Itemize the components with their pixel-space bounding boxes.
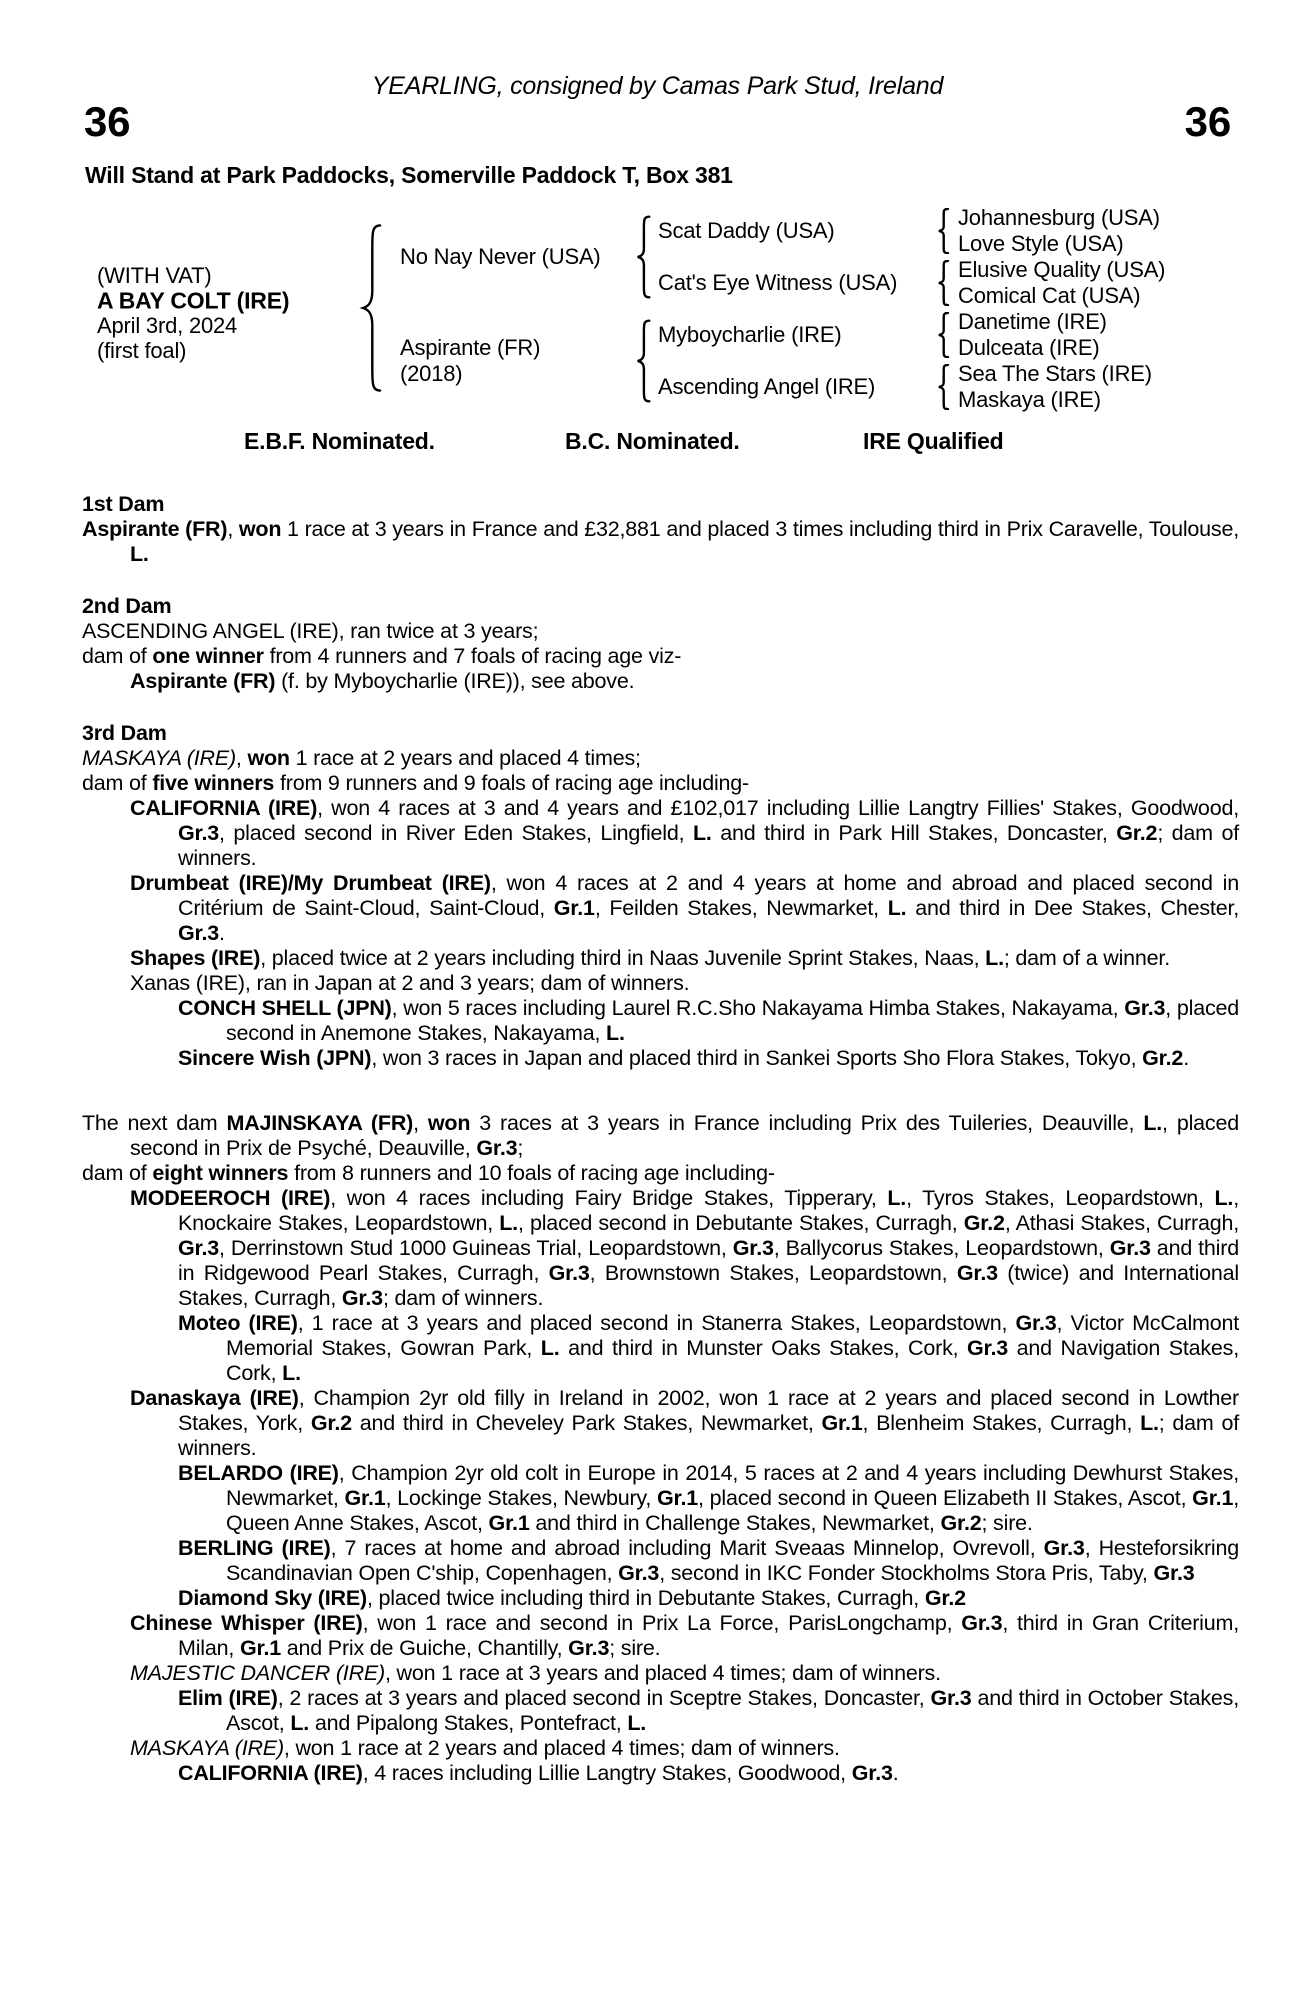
pedigree-paragraph [82, 1461, 1239, 1536]
text-run: ; sire. [981, 1511, 1033, 1535]
text-run: (f. by Myboycharlie (IRE)), see above. [275, 669, 635, 693]
text-run: Gr.3 [851, 1761, 893, 1785]
text-run: and third in Park Hill Stakes, Doncaster, [711, 821, 1117, 845]
pedigree-paragraph [82, 1761, 1239, 1786]
text-run: Aspirante (FR) [82, 517, 228, 541]
text-run: Gr.2 [940, 1511, 982, 1535]
text-run: Gr.3 [1043, 1536, 1085, 1560]
text-run: BERLING (IRE) [178, 1536, 331, 1560]
text-run: , Athasi Stakes, Curragh, [1004, 1211, 1240, 1235]
dam-sections [82, 492, 1239, 1786]
text-run: , Blenheim Stakes, Curragh, [862, 1411, 1141, 1435]
text-run: ; sire. [609, 1636, 661, 1660]
text-run: Gr.3 [1124, 996, 1166, 1020]
text-run: L. [1143, 1111, 1163, 1135]
text-run: , Derrinstown Stud 1000 Guineas Trial, Leopardstown, [219, 1236, 733, 1260]
text-run: Gr.3 [341, 1286, 383, 1310]
ggp-name: Maskaya (IRE) [958, 387, 1101, 412]
family-section [82, 1111, 1239, 1786]
text-run: Moteo (IRE) [178, 1311, 298, 1335]
text-run: L. [627, 1711, 647, 1735]
pedigree-table [0, 0, 1315, 470]
pedigree-paragraph [82, 517, 1239, 567]
text-run: and third in Challenge Stakes, Newmarket, [529, 1511, 941, 1535]
pedigree-paragraph [82, 796, 1239, 871]
text-run: from 9 runners and 9 foals of racing age including- [274, 771, 750, 795]
sire-brace-icon [634, 215, 652, 299]
text-run: five winners [152, 771, 275, 795]
pedigree-paragraph [82, 1611, 1239, 1661]
text-run: L. [985, 946, 1004, 970]
text-run: and Navigation Stakes, Cork, [226, 1336, 1239, 1385]
text-run: Drumbeat (IRE)/My Drumbeat (IRE) [130, 871, 491, 895]
text-run: L. [290, 1711, 310, 1735]
text-run: and third in October Stakes, Ascot, [226, 1686, 1239, 1735]
ggp-name: Love Style (USA) [958, 231, 1124, 256]
stand-location-line: Will Stand at Park Paddocks, Somerville Paddock T, Box 381 [85, 162, 733, 188]
text-run: from 4 runners and 7 foals of racing age viz- [263, 644, 682, 668]
text-run: Gr.1 [821, 1411, 863, 1435]
gg-brace-icon [936, 208, 950, 254]
text-run: L. [606, 1021, 625, 1045]
text-run: , Queen Anne Stakes, Ascot, [226, 1486, 1239, 1535]
text-run: , Champion 2yr old filly in Ireland in 2002, won 1 race at 2 years and placed second in Lowther Stakes, York, [178, 1386, 1239, 1435]
colt-foal-note: (first foal) [97, 338, 187, 363]
pedigree-paragraph [82, 1736, 1239, 1761]
dam-sire-name: Myboycharlie (IRE) [658, 322, 842, 347]
text-run: , Brownstown Stakes, Leopardstown, [589, 1261, 957, 1285]
text-run: , second in IKC Fonder Stockholms Stora Pris, Taby, [659, 1561, 1154, 1585]
pedigree-paragraph [82, 1536, 1239, 1586]
dam-year: (2018) [400, 361, 463, 386]
pedigree-paragraph [82, 1311, 1239, 1386]
text-run: Gr.3 [178, 821, 220, 845]
text-run: dam of [82, 1161, 153, 1185]
ire-qualified-label: IRE Qualified [863, 428, 1004, 454]
text-run: ASCENDING ANGEL (IRE), ran twice at 3 years; [82, 619, 539, 643]
text-run: L. [130, 542, 149, 566]
text-run: , placed second in Prix de Psyché, Deauville, [130, 1111, 1239, 1160]
text-run: L. [540, 1336, 560, 1360]
text-run: , won 4 races at 2 and 4 years at home and abroad and placed second in Critérium de Saint-Cloud, Saint-Cloud, [178, 871, 1239, 920]
text-run: . [1183, 1046, 1189, 1070]
text-run: , Tyros Stakes, Leopardstown, [906, 1186, 1215, 1210]
text-run: Gr.3 [1109, 1236, 1151, 1260]
pedigree-paragraph [82, 644, 1239, 669]
text-run: Gr.1 [488, 1511, 530, 1535]
text-run: Gr.2 [1116, 821, 1158, 845]
text-run: , 1 race at 3 years and placed second in Stanerra Stakes, Leopardstown, [297, 1311, 1016, 1335]
text-run: Gr.2 [963, 1211, 1005, 1235]
text-run: , won 1 race at 2 years and placed 4 times; dam of winners. [283, 1736, 840, 1760]
text-run: Gr.3 [618, 1561, 660, 1585]
text-run: Sincere Wish (JPN) [178, 1046, 372, 1070]
pedigree-paragraph [82, 746, 1239, 771]
text-run: won [238, 517, 282, 541]
pedigree-paragraph [82, 1161, 1239, 1186]
text-run: Gr.3 [178, 921, 220, 945]
text-run: won [247, 746, 290, 770]
text-run: Gr.3 [961, 1611, 1003, 1635]
gg-brace-icon [936, 312, 950, 358]
text-run: Gr.1 [553, 896, 595, 920]
text-run: , placed second in Debutante Stakes, Curragh, [517, 1211, 964, 1235]
text-run: The next dam [82, 1111, 227, 1135]
text-run: , Ballycorus Stakes, Leopardstown, [773, 1236, 1110, 1260]
text-run: , [227, 517, 239, 541]
dam-section [82, 721, 1239, 1071]
dam-dam-name: Ascending Angel (IRE) [658, 374, 876, 399]
text-run: L. [1140, 1411, 1159, 1435]
text-run: Gr.3 [178, 1236, 220, 1260]
text-run: , 4 races including Lillie Langtry Stakes, Goodwood, [362, 1761, 852, 1785]
text-run: Shapes (IRE) [130, 946, 261, 970]
text-run: ; [517, 1136, 524, 1160]
text-run: dam of [82, 644, 153, 668]
dam-section [82, 594, 1239, 694]
ggp-name: Danetime (IRE) [958, 309, 1107, 334]
pedigree-paragraph [82, 1661, 1239, 1686]
text-run: , Feilden Stakes, Newmarket, [594, 896, 888, 920]
text-run: ; dam of winners. [382, 1286, 544, 1310]
pedigree-paragraph [82, 946, 1239, 971]
pedigree-paragraph [82, 971, 1239, 996]
dam-brace-icon [634, 319, 652, 403]
text-run: ; dam of a winner. [1003, 946, 1170, 970]
text-run: 1 race at 3 years in France and £32,881 and placed 3 times including third in Prix Caravelle, Toulouse, [281, 517, 1239, 541]
pedigree-paragraph [82, 1686, 1239, 1736]
text-run: , Champion 2yr old colt in Europe in 2014, 5 races at 2 and 4 years including Dewhurst Stakes, Newmarket, [226, 1461, 1239, 1510]
text-run: , won 1 race and second in Prix La Force, ParisLongchamp, [362, 1611, 962, 1635]
dam-section-heading: 3rd Dam [82, 721, 167, 745]
text-run: Gr.3 [1153, 1561, 1195, 1585]
pedigree-paragraph [82, 669, 1239, 694]
text-run: MAJINSKAYA (FR) [226, 1111, 414, 1135]
text-run: Gr.1 [344, 1486, 386, 1510]
text-run: 3 races at 3 years in France including Prix des Tuileries, Deauville, [470, 1111, 1144, 1135]
lot-number-left: 36 [84, 98, 131, 145]
text-run: dam of [82, 771, 153, 795]
dam-name: Aspirante (FR) [400, 335, 541, 360]
pedigree-main-brace-icon [358, 222, 384, 394]
text-run: Gr.3 [930, 1686, 972, 1710]
text-run: and Prix de Guiche, Chantilly, [280, 1636, 569, 1660]
text-run: , placed second in Queen Elizabeth II Stakes, Ascot, [698, 1486, 1193, 1510]
text-run: and third in Dee Stakes, Chester, [906, 896, 1239, 920]
pedigree-paragraph [82, 771, 1239, 796]
text-run: MASKAYA (IRE) [82, 746, 236, 770]
colt-foaling-date: April 3rd, 2024 [97, 313, 238, 338]
text-run: from 8 runners and 10 foals of racing age including- [288, 1161, 775, 1185]
sire-sire-name: Scat Daddy (USA) [658, 218, 835, 243]
text-run: Aspirante (FR) [130, 669, 276, 693]
text-run: , Victor McCalmont Memorial Stakes, Gowran Park, [226, 1311, 1240, 1360]
text-run: , Lockinge Stakes, Newbury, [385, 1486, 657, 1510]
gg-brace-icon [936, 260, 950, 306]
vat-note: (WITH VAT) [97, 263, 212, 288]
text-run: eight winners [152, 1161, 289, 1185]
text-run: L. [282, 1361, 301, 1385]
text-run: , won 5 races including Laurel R.C.Sho Nakayama Himba Stakes, Nakayama, [391, 996, 1125, 1020]
text-run: , placed twice at 2 years including third in Naas Juvenile Sprint Stakes, Naas, [260, 946, 986, 970]
text-run: L. [499, 1211, 518, 1235]
text-run: Gr.2 [1142, 1046, 1184, 1070]
text-run: ; dam of winners. [178, 1411, 1239, 1460]
text-run: , third in Gran Criterium, Milan, [178, 1611, 1239, 1660]
text-run: , placed second in River Eden Stakes, Lingfield, [219, 821, 693, 845]
text-run: CALIFORNIA (IRE) [178, 1761, 363, 1785]
ggp-name: Sea The Stars (IRE) [958, 361, 1152, 386]
text-run: , Knockaire Stakes, Leopardstown, [178, 1186, 1239, 1235]
text-run: Gr.1 [1192, 1486, 1234, 1510]
sire-name: No Nay Never (USA) [400, 244, 601, 269]
text-run: Gr.2 [924, 1586, 966, 1610]
text-run: , won 4 races at 3 and 4 years and £102,017 including Lillie Langtry Fillies' Stakes, Goodwood, [317, 796, 1239, 820]
text-run: Gr.3 [956, 1261, 998, 1285]
text-run: , Hesteforsikring Scandinavian Open C'ship, Copenhagen, [226, 1536, 1239, 1585]
bc-nominated-label: B.C. Nominated. [565, 428, 740, 454]
text-run: . [219, 921, 225, 945]
text-run: Gr.3 [548, 1261, 590, 1285]
text-run: 1 race at 2 years and placed 4 times; [289, 746, 641, 770]
text-run: Chinese Whisper (IRE) [130, 1611, 363, 1635]
ggp-name: Johannesburg (USA) [958, 205, 1160, 230]
dam-section-heading: 1st Dam [82, 492, 165, 516]
ggp-name: Elusive Quality (USA) [958, 257, 1166, 282]
text-run: Xanas (IRE), ran in Japan at 2 and 3 years; dam of winners. [130, 971, 690, 995]
sire-dam-name: Cat's Eye Witness (USA) [658, 270, 898, 295]
text-run: L. [1214, 1186, 1234, 1210]
dam-section-heading: 2nd Dam [82, 594, 172, 618]
text-run: Diamond Sky (IRE) [178, 1586, 367, 1610]
text-run: Danaskaya (IRE) [130, 1386, 299, 1410]
text-run: L. [887, 896, 907, 920]
text-run: , placed second in Anemone Stakes, Nakayama, [226, 996, 1240, 1045]
text-run: L. [692, 821, 712, 845]
pedigree-paragraph [82, 1186, 1239, 1311]
text-run: . [892, 1761, 899, 1785]
pedigree-paragraph [82, 1046, 1239, 1071]
text-run: Gr.1 [656, 1486, 699, 1510]
text-run: MASKAYA (IRE) [130, 1736, 284, 1760]
gg-brace-icon [936, 364, 950, 410]
text-run: Gr.3 [476, 1136, 518, 1160]
text-run: , 2 races at 3 years and placed second in Sceptre Stakes, Doncaster, [277, 1686, 931, 1710]
text-run: Gr.3 [568, 1636, 610, 1660]
pedigree-paragraph [82, 1586, 1239, 1611]
pedigree-paragraph [82, 1111, 1239, 1161]
text-run: and third in Munster Oaks Stakes, Cork, [559, 1336, 967, 1360]
text-run: , won 1 race at 3 years and placed 4 times; dam of winners. [385, 1661, 941, 1685]
colt-name: A BAY COLT (IRE) [97, 287, 290, 314]
text-run: won [427, 1111, 471, 1135]
text-run: MODEEROCH (IRE) [130, 1186, 331, 1210]
text-run: and Pipalong Stakes, Pontefract, [309, 1711, 628, 1735]
text-run: and third in Ridgewood Pearl Stakes, Curragh, [178, 1236, 1239, 1285]
dam-section [82, 492, 1239, 567]
text-run: and third in Cheveley Park Stakes, Newmarket, [351, 1411, 822, 1435]
text-run: Elim (IRE) [178, 1686, 278, 1710]
text-run: , [235, 746, 248, 770]
lot-number-right: 36 [1184, 98, 1231, 145]
text-run: Gr.1 [239, 1636, 281, 1660]
pedigree-paragraph [82, 619, 1239, 644]
text-run: CALIFORNIA (IRE) [130, 796, 318, 820]
pedigree-paragraph [82, 996, 1239, 1046]
text-run: Gr.2 [310, 1411, 352, 1435]
text-run: , won 3 races in Japan and placed third in Sankei Sports Sho Flora Stakes, Tokyo, [371, 1046, 1143, 1070]
text-run: ; dam of winners. [178, 821, 1239, 870]
nominations-row [0, 428, 1315, 456]
text-run: CONCH SHELL (JPN) [178, 996, 392, 1020]
text-run: Gr.3 [732, 1236, 774, 1260]
text-run: Gr.3 [1015, 1311, 1057, 1335]
text-run: (twice) and International Stakes, Curragh, [178, 1261, 1239, 1310]
text-run: MAJESTIC DANCER (IRE) [130, 1661, 386, 1685]
text-run: Gr.3 [967, 1336, 1009, 1360]
text-run: BELARDO (IRE) [178, 1461, 339, 1485]
ggp-name: Dulceata (IRE) [958, 335, 1100, 360]
pedigree-paragraph [82, 871, 1239, 946]
text-run: , 7 races at home and abroad including Marit Sveaas Minnelop, Ovrevoll, [330, 1536, 1044, 1560]
text-run: one winner [152, 644, 264, 668]
ebf-nominated-label: E.B.F. Nominated. [244, 428, 435, 454]
ggp-name: Comical Cat (USA) [958, 283, 1141, 308]
text-run: , placed twice including third in Debutante Stakes, Curragh, [366, 1586, 925, 1610]
consignor-line: YEARLING, consigned by Camas Park Stud, Ireland [371, 72, 944, 100]
text-run: , [413, 1111, 428, 1135]
pedigree-paragraph [82, 1386, 1239, 1461]
text-run: L. [887, 1186, 907, 1210]
text-run: , won 4 races including Fairy Bridge Stakes, Tipperary, [330, 1186, 888, 1210]
